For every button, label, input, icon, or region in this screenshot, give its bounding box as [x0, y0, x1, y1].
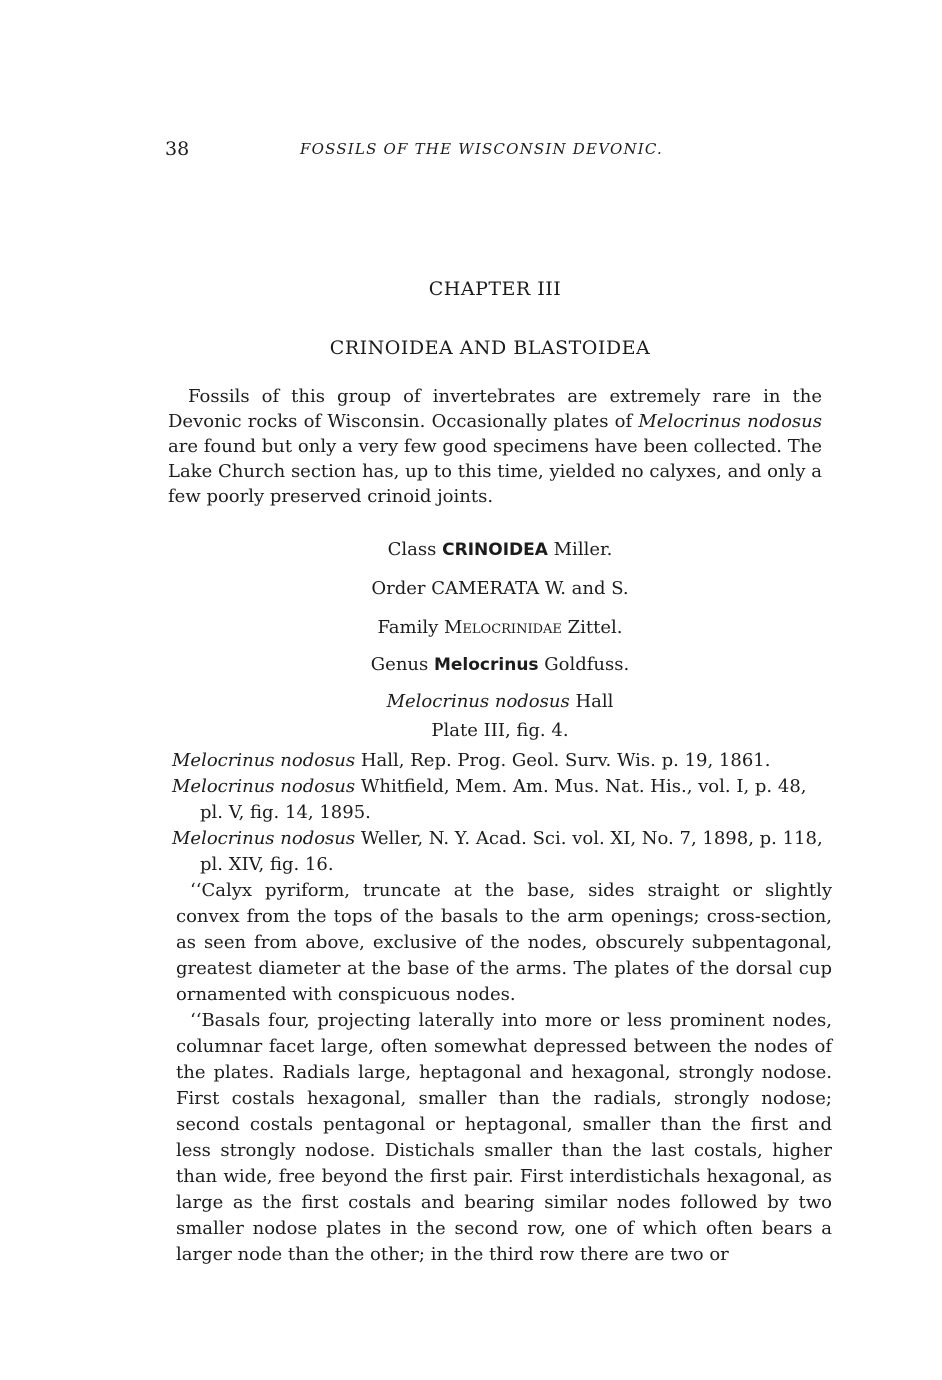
genus-name: Melocrinus: [433, 655, 539, 675]
description-paragraph-2: ‘‘Basals four, projecting laterally into more or less prominent nodes, columnar facet large, often somewhat depressed between the nodes of the plates. Radials large, heptagonal and hexagonal, strongly nodose. First costals hexagonal, smaller than the radials, strongly nodose; second costals pentagonal or heptagonal, smaller than the first and less strongly nodose. Distichals smaller than the last costals, higher than wide, free beyond the first pair. First interdistichals hexagonal, as large as the first costals and bearing similar nodes followed by two smaller nodose plates in the second row, one of which often bears a larger node than the other; in the third row there are two or: [176, 1010, 832, 1265]
intro-species: Melocrinus nodosus: [638, 411, 822, 432]
page-number: 38: [165, 138, 190, 160]
family-name: Melocrinidae: [443, 617, 562, 638]
family-line: [0, 617, 942, 638]
synonymy-citation: Weller, N. Y. Acad. Sci. vol. XI, No. 7, 1898, p. 118, pl. XIV, fig. 16.: [200, 828, 823, 875]
class-line: [0, 539, 942, 560]
synonymy-citation: Hall, Rep. Prog. Geol. Surv. Wis. p. 19, 1861.: [355, 750, 771, 771]
page-header: [165, 138, 829, 162]
family-prefix: Family: [377, 617, 444, 638]
order-line: Order CAMERATA W. and S.: [371, 578, 629, 599]
family-author: Zittel.: [561, 617, 623, 638]
section-title: CRINOIDEA AND BLASTOIDEA: [329, 337, 651, 359]
class-prefix: Class: [387, 539, 443, 560]
synonymy-name: Melocrinus nodosus: [172, 828, 356, 849]
genus-author: Goldfuss.: [538, 654, 630, 675]
genus-line: [0, 654, 942, 675]
plate-reference: Plate III, fig. 4.: [431, 720, 569, 741]
species-author: Hall: [569, 691, 614, 712]
species-heading: [0, 691, 942, 712]
intro-text-1: Fossils of this group of invertebrates are extremely rare in the Devonic rocks of Wisconsin. Occasionally plates of: [168, 386, 822, 432]
genus-prefix: Genus: [370, 654, 434, 675]
synonymy-entry: [172, 748, 832, 774]
synonymy-entry: [172, 826, 832, 878]
synonymy-list: [172, 748, 832, 878]
synonymy-name: Melocrinus nodosus: [172, 776, 356, 797]
class-name: CRINOIDEA: [442, 540, 548, 560]
intro-text-2: are found but only a very few good specimens have been collected. The Lake Church section has, up to this time, yielded no calyxes, and only a few poorly preserved crinoid joints.: [168, 436, 822, 507]
synonymy-name: Melocrinus nodosus: [172, 750, 356, 771]
synonymy-entry: [172, 774, 832, 826]
running-head: FOSSILS OF THE WISCONSIN DEVONIC.: [300, 140, 664, 158]
intro-paragraph: [168, 384, 822, 509]
description-paragraph-1: ‘‘Calyx pyriform, truncate at the base, sides straight or slightly convex from the tops of the basals to the arm openings; cross-section, as seen from above, exclusive of the nodes, obscurely subpentagonal, greatest diameter at the base of the arms. The plates of the dorsal cup ornamented with conspicuous nodes.: [176, 880, 832, 1005]
species-name: Melocrinus nodosus: [386, 691, 570, 712]
chapter-heading: CHAPTER III: [428, 278, 562, 300]
synonymy-citation: Whitfield, Mem. Am. Mus. Nat. His., vol. I, p. 48, pl. V, fig. 14, 1895.: [200, 776, 807, 823]
class-author: Miller.: [547, 539, 613, 560]
